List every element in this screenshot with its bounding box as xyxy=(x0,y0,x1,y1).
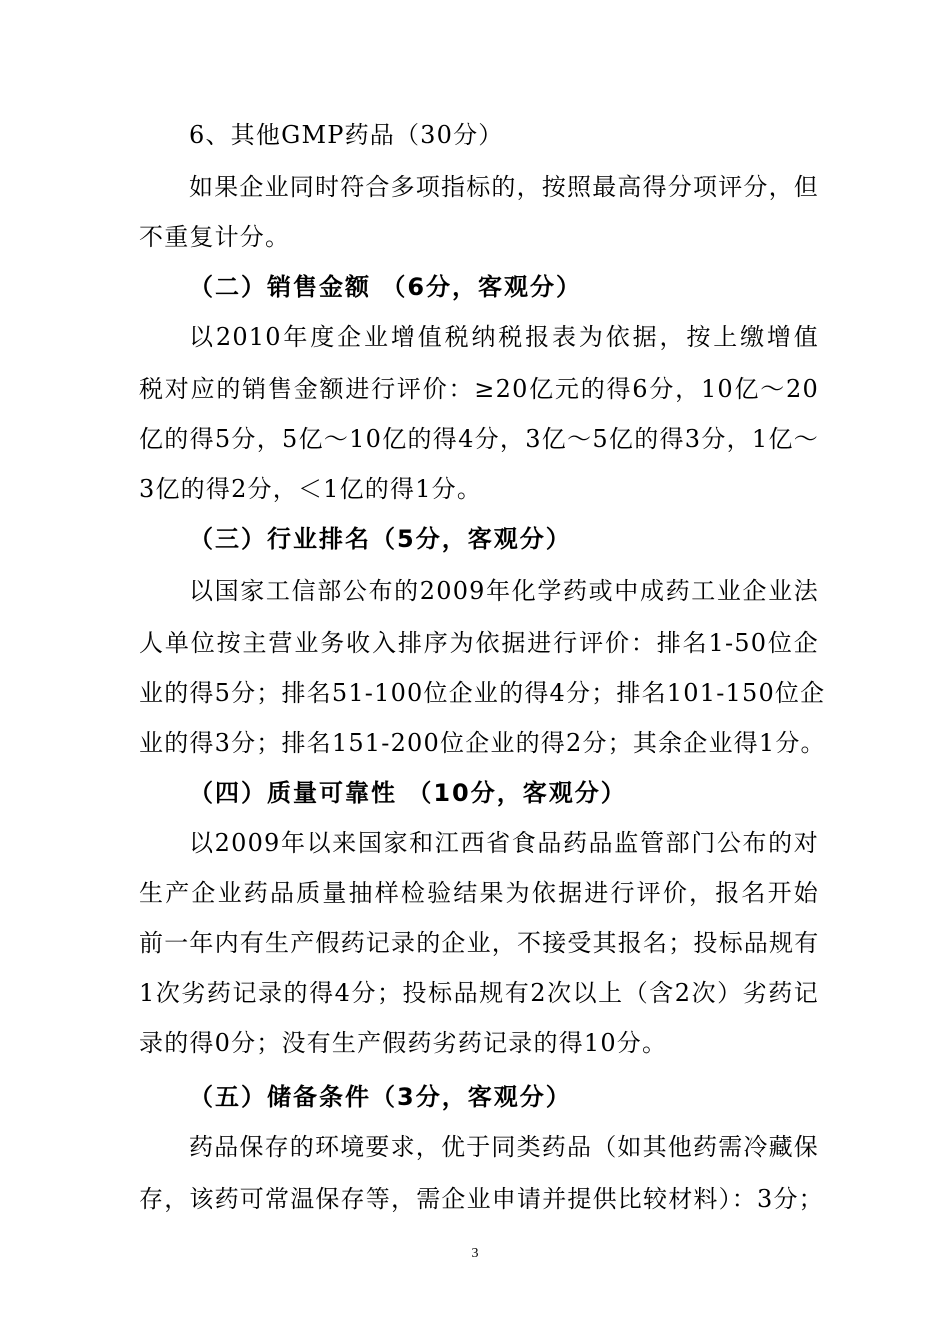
paragraph-line: 业的得5分；排名51-100位企业的得4分；排名101-150位企 xyxy=(139,679,826,707)
section-heading-storage-conditions: （五）储备条件（3分，客观分） xyxy=(189,1083,572,1111)
section-heading-industry-ranking: （三）行业排名（5分，客观分） xyxy=(189,525,572,553)
item-6-other-gmp: 6、其他GMP药品（30分） xyxy=(189,121,504,149)
paragraph-line: 前一年内有生产假药记录的企业，不接受其报名；投标品规有 xyxy=(139,929,820,957)
paragraph-line: 1次劣药记录的得4分；投标品规有2次以上（含2次）劣药记 xyxy=(139,979,819,1007)
paragraph-line: 以国家工信部公布的2009年化学药或中成药工业企业法 xyxy=(189,577,819,605)
paragraph-line: 录的得0分；没有生产假药劣药记录的得10分。 xyxy=(139,1029,668,1057)
paragraph-line: 以2010年度企业增值税纳税报表为依据，按上缴增值 xyxy=(189,323,819,351)
paragraph-line: 如果企业同时符合多项指标的，按照最高得分项评分，但 xyxy=(189,173,819,201)
paragraph-line: 不重复计分。 xyxy=(139,223,291,251)
paragraph-line: 业的得3分；排名151-200位企业的得2分；其余企业得1分。 xyxy=(139,729,826,757)
section-heading-sales-amount: （二）销售金额 （6分，客观分） xyxy=(189,273,583,301)
paragraph-line: 亿的得5分，5亿～10亿的得4分，3亿～5亿的得3分，1亿～ xyxy=(139,425,819,453)
paragraph-line: 税对应的销售金额进行评价：≥20亿元的得6分，10亿～20 xyxy=(139,375,819,403)
paragraph-line: 存，该药可常温保存等，需企业申请并提供比较材料）：3分； xyxy=(139,1185,824,1213)
paragraph-line: 生产企业药品质量抽样检验结果为依据进行评价，报名开始 xyxy=(139,879,819,907)
paragraph-line: 人单位按主营业务收入排序为依据进行评价：排名1-50位企 xyxy=(139,629,819,657)
section-heading-quality-reliability: （四）质量可靠性 （10分，客观分） xyxy=(189,779,627,807)
paragraph-line: 药品保存的环境要求，优于同类药品（如其他药需冷藏保 xyxy=(189,1133,819,1161)
paragraph-line: 以2009年以来国家和江西省食品药品监管部门公布的对 xyxy=(189,829,819,857)
page-number: 3 xyxy=(471,1246,479,1261)
paragraph-line: 3亿的得2分，＜1亿的得1分。 xyxy=(139,475,483,503)
